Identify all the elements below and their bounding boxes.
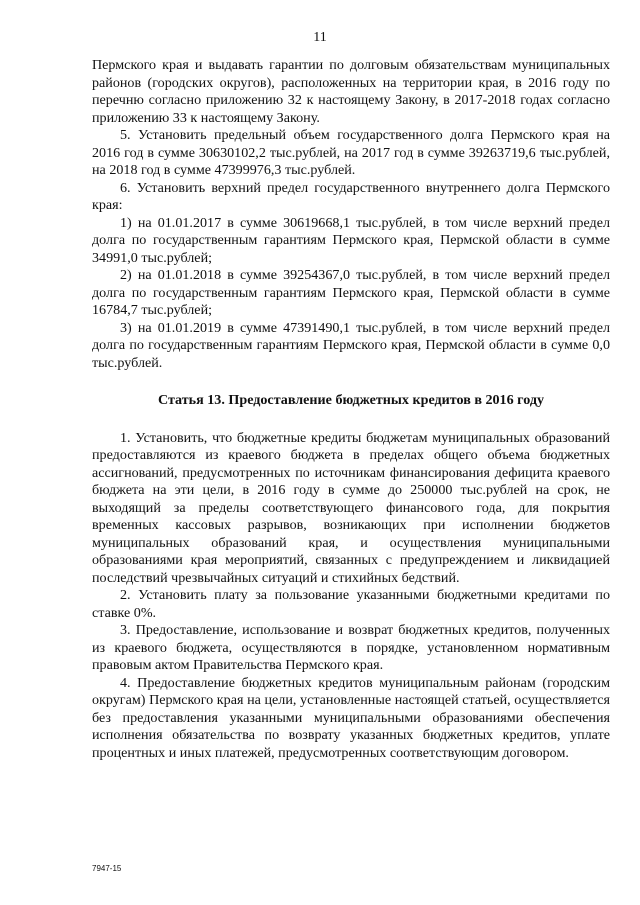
- paragraph-6-item-1: 1) на 01.01.2017 в сумме 30619668,1 тыс.рублей, в том числе верхний предел долга по государственным гарантиям Пермского края, Пермской области в сумме 34991,0 тыс.рублей;: [92, 214, 610, 266]
- document-code: 7947-15: [92, 864, 122, 873]
- paragraph-6-item-3: 3) на 01.01.2019 в сумме 47391490,1 тыс.рублей, в том числе верхний предел долга по государственным гарантиям Пермского края, Пермской области в сумме 0,0 тыс.рублей.: [92, 319, 610, 371]
- intro-paragraph: Пермского края и выдавать гарантии по долговым обязательствам муниципальных районов (городских округов), расположенных на территории края, в 2016 году по перечню согласно приложению 32 к настоящему Закону, в 2017-2018 годах согласно приложению 33 к настоящему Закону.: [92, 57, 610, 126]
- article-13-paragraph-3: 3. Предоставление, использование и возврат бюджетных кредитов, полученных из краевого бюджета, осуществляются в порядке, установленном нормативным правовым актом Правительства Пермского края.: [92, 622, 610, 673]
- page-number: 11: [313, 30, 327, 45]
- paragraph-5-debt-volume: 5. Установить предельный объем государственного долга Пермского края на 2016 год в сумме 30630102,2 тыс.рублей, на 2017 год в сумме 39263719,6 тыс.рублей, на 2018 год в сумме 47399976,3 тыс.рублей.: [92, 127, 610, 178]
- paragraph-6-item-2: 2) на 01.01.2018 в сумме 39254367,0 тыс.рублей, в том числе верхний предел долга по государственным гарантиям Пермского края, Пермской области в сумме 16784,7 тыс.рублей;: [92, 267, 610, 318]
- article-13-paragraph-1: 1. Установить, что бюджетные кредиты бюджетам муниципальных образований предоставляются из краевого бюджета в пределах общего объема бюджетных ассигнований, предусмотренных по источникам финансирования дефицита краевого бюджета на эти цели, в 2016 году в сумме до 250000 тыс.рублей на срок, не выходящий за пределы соответствующего финансового года, для покрытия временных кассовых разрывов, возникающих при исполнении бюджетов муниципальных образований края, и осуществления муниципальными образованиями края мероприятий, связанных с предупреждением и ликвидацией последствий чрезвычайных ситуаций и стихийных бедствий.: [92, 429, 610, 586]
- article-13-heading: Статья 13. Предоставление бюджетных кредитов в 2016 году: [157, 392, 545, 408]
- article-13-paragraph-4: 4. Предоставление бюджетных кредитов муниципальным районам (городским округам) Пермского края на цели, установленные настоящей статьей, осуществляется без предоставления указанными муниципальными образованиями обеспечения исполнения обязательства по возврату указанных бюджетных кредитов, уплате процентных и иных платежей, предусмотренных соответствующим договором.: [92, 674, 610, 761]
- document-body: [92, 57, 610, 762]
- paragraph-6-upper-limit: 6. Установить верхний предел государственного внутреннего долга Пермского края:: [92, 179, 610, 213]
- article-13-paragraph-2: 2. Установить плату за пользование указанными бюджетными кредитами по ставке 0%.: [92, 587, 610, 621]
